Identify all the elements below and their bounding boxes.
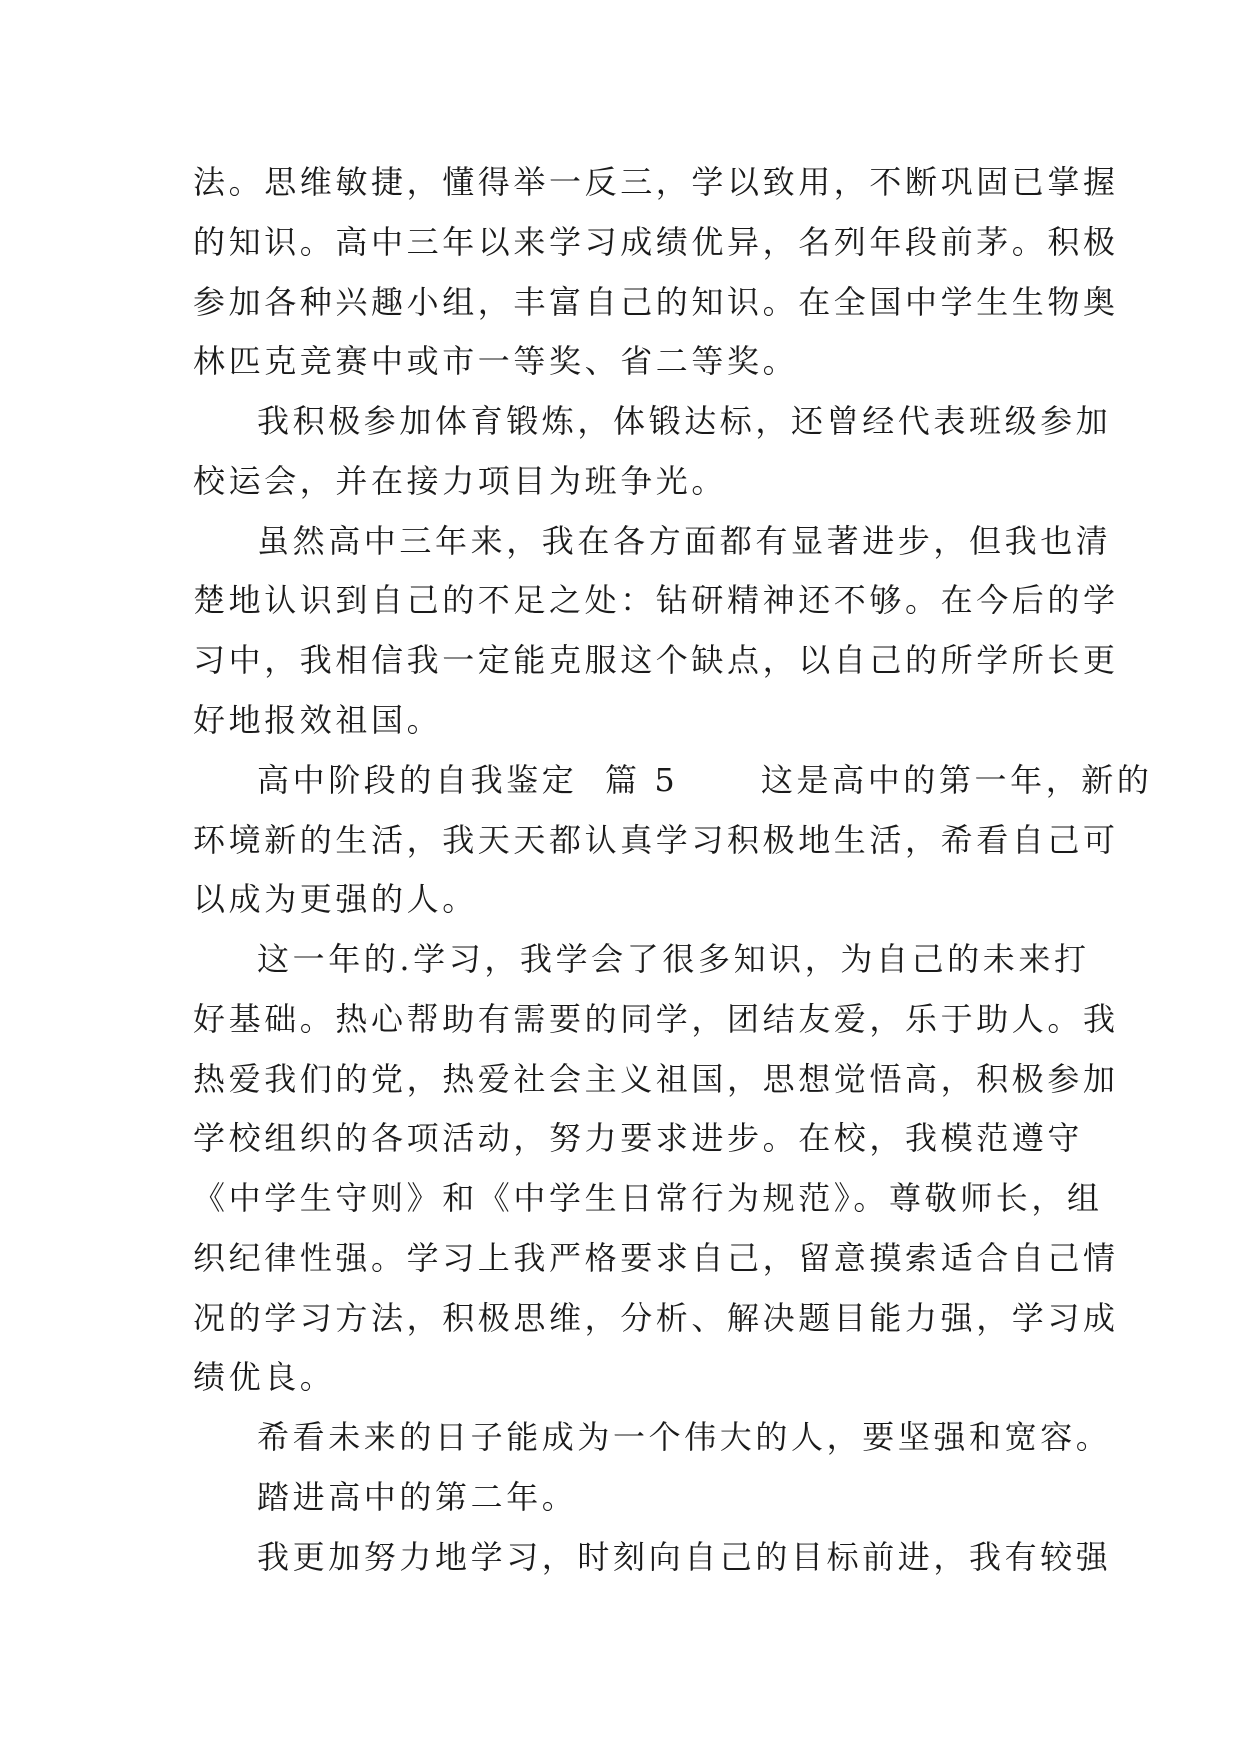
text-line: 好基础。热心帮助有需要的同学，团结友爱，乐于助人。我 xyxy=(193,1000,1119,1038)
text-line: 习中，我相信我一定能克服这个缺点，以自己的所学所长更 xyxy=(193,641,1119,679)
text-line: 我积极参加体育锻炼，体锻达标，还曾经代表班级参加 xyxy=(257,402,1112,440)
text-line: 《中学生守则》和《中学生日常行为规范》。尊敬师长，组 xyxy=(193,1179,1103,1217)
text-line: 我更加努力地学习，时刻向自己的目标前进，我有较强 xyxy=(257,1538,1112,1576)
text-line: 参加各种兴趣小组，丰富自己的知识。在全国中学生生物奥 xyxy=(193,283,1119,321)
text-line: 以成为更强的人。 xyxy=(193,880,478,918)
text-line: 希看未来的日子能成为一个伟大的人，要坚强和宽容。 xyxy=(257,1418,1112,1456)
text-line: 法。思维敏捷，懂得举一反三，学以致用，不断巩固已掌握 xyxy=(193,163,1119,201)
text-line: 热爱我们的党，热爱社会主义祖国，思想觉悟高，积极参加 xyxy=(193,1060,1119,1098)
text-line: 环境新的生活，我天天都认真学习积极地生活，希看自己可 xyxy=(193,821,1119,859)
text-line: 的知识。高中三年以来学习成绩优异，名列年段前茅。积极 xyxy=(193,223,1119,261)
text-line: 校运会，并在接力项目为班争光。 xyxy=(193,462,728,500)
text-line: 织纪律性强。学习上我严格要求自己，留意摸索适合自己情 xyxy=(193,1239,1119,1277)
text-line: 绩优良。 xyxy=(193,1358,336,1396)
text-line: 高中阶段的自我鉴定 篇 5 这是高中的第一年，新的 xyxy=(257,761,1153,799)
text-line: 楚地认识到自己的不足之处：钻研精神还不够。在今后的学 xyxy=(193,581,1119,619)
text-line: 踏进高中的第二年。 xyxy=(257,1478,578,1516)
text-line: 虽然高中三年来，我在各方面都有显著进步，但我也清 xyxy=(257,522,1112,560)
text-line: 好地报效祖国。 xyxy=(193,701,443,739)
text-line: 这一年的.学习，我学会了很多知识，为自己的未来打 xyxy=(257,940,1090,978)
text-line: 况的学习方法，积极思维，分析、解决题目能力强，学习成 xyxy=(193,1299,1119,1337)
text-line: 学校组织的各项活动，努力要求进步。在校，我模范遵守 xyxy=(193,1119,1084,1157)
text-line: 林匹克竞赛中或市一等奖、省二等奖。 xyxy=(193,342,799,380)
